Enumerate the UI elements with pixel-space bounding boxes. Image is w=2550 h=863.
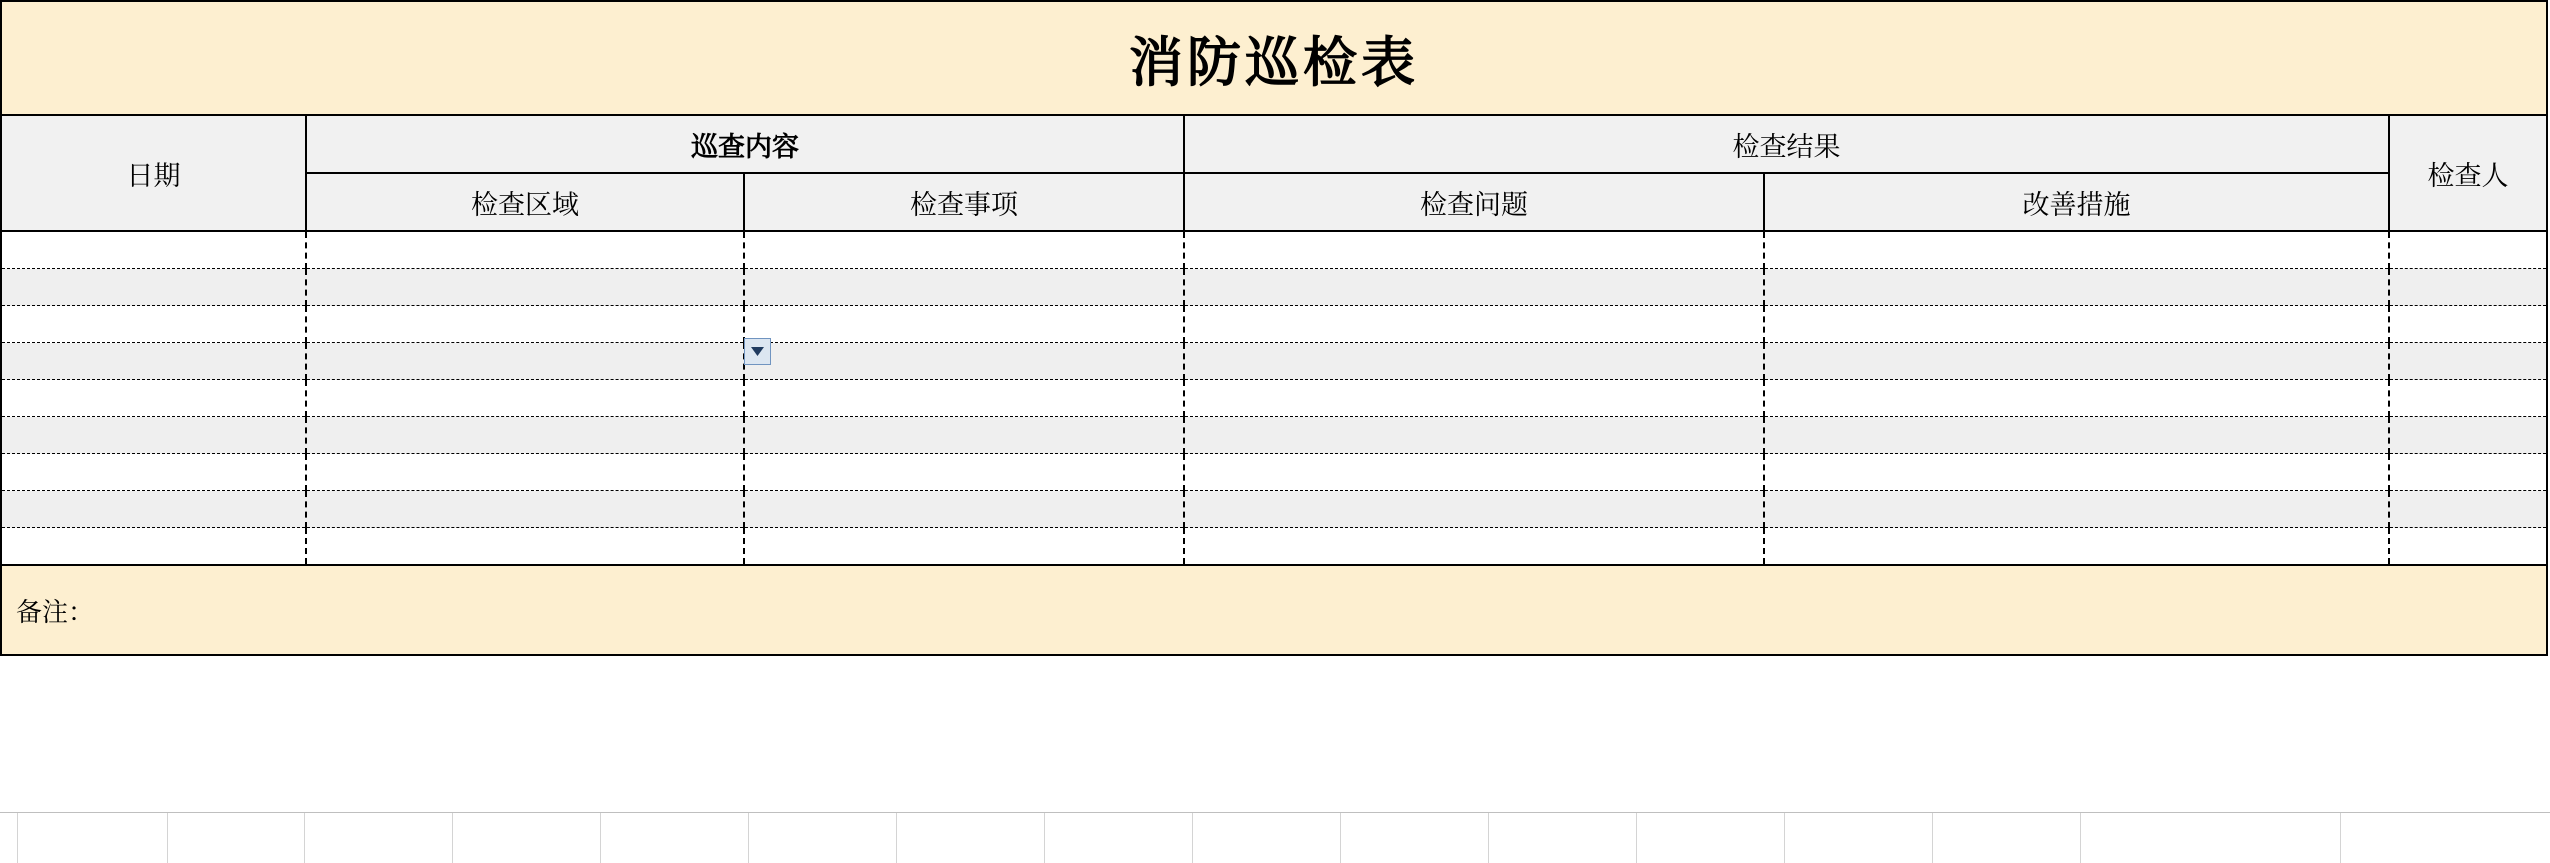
- strip-cell[interactable]: [749, 813, 897, 863]
- empty-cell-strip: [0, 812, 2550, 863]
- cell-measure[interactable]: [1764, 454, 2389, 491]
- table-row[interactable]: [1, 528, 2547, 566]
- cell-area[interactable]: [306, 306, 744, 343]
- header-inspection-problem: 检查问题: [1184, 173, 1764, 231]
- cell-inspector[interactable]: [2389, 491, 2547, 528]
- cell-date[interactable]: [1, 343, 306, 380]
- cell-measure[interactable]: [1764, 528, 2389, 566]
- strip-cell[interactable]: [601, 813, 749, 863]
- cell-date[interactable]: [1, 231, 306, 269]
- cell-measure[interactable]: [1764, 491, 2389, 528]
- cell-item[interactable]: [744, 528, 1184, 566]
- cell-measure[interactable]: [1764, 417, 2389, 454]
- header-inspection-content: 巡查内容: [306, 115, 1184, 173]
- table-row[interactable]: [1, 454, 2547, 491]
- cell-measure[interactable]: [1764, 269, 2389, 306]
- strip-cell[interactable]: [1341, 813, 1489, 863]
- strip-cell[interactable]: [305, 813, 453, 863]
- header-group-row: [1, 115, 2547, 173]
- strip-cell[interactable]: [18, 813, 168, 863]
- cell-date[interactable]: [1, 269, 306, 306]
- cell-item[interactable]: [744, 417, 1184, 454]
- cell-date[interactable]: [1, 380, 306, 417]
- cell-item[interactable]: [744, 269, 1184, 306]
- title-row: [1, 1, 2547, 115]
- cell-problem[interactable]: [1184, 343, 1764, 380]
- cell-inspector[interactable]: [2389, 231, 2547, 269]
- document-title-cell: [1, 1, 2547, 115]
- cell-item[interactable]: [744, 306, 1184, 343]
- strip-cell[interactable]: [1785, 813, 1933, 863]
- cell-area[interactable]: [306, 454, 744, 491]
- cell-inspector[interactable]: [2389, 306, 2547, 343]
- cell-inspector[interactable]: [2389, 528, 2547, 566]
- cell-problem[interactable]: [1184, 528, 1764, 566]
- cell-inspector[interactable]: [2389, 380, 2547, 417]
- strip-cell[interactable]: [1637, 813, 1785, 863]
- cell-item[interactable]: [744, 231, 1184, 269]
- remark-cell[interactable]: 备注：: [1, 565, 2547, 655]
- strip-cell[interactable]: [168, 813, 305, 863]
- cell-item[interactable]: [744, 491, 1184, 528]
- strip-cell[interactable]: [1489, 813, 1637, 863]
- cell-date[interactable]: [1, 454, 306, 491]
- table-row[interactable]: [1, 380, 2547, 417]
- cell-date[interactable]: [1, 306, 306, 343]
- cell-area[interactable]: [306, 417, 744, 454]
- header-inspection-area: 检查区域: [306, 173, 744, 231]
- cell-area[interactable]: [306, 528, 744, 566]
- strip-cell[interactable]: [897, 813, 1045, 863]
- cell-inspector[interactable]: [2389, 343, 2547, 380]
- document-title: 消防巡检表: [1129, 32, 1419, 93]
- cell-problem[interactable]: [1184, 380, 1764, 417]
- header-sub-row: [1, 173, 2547, 231]
- table-row[interactable]: [1, 417, 2547, 454]
- cell-problem[interactable]: [1184, 454, 1764, 491]
- cell-measure[interactable]: [1764, 343, 2389, 380]
- cell-area[interactable]: [306, 269, 744, 306]
- cell-inspector[interactable]: [2389, 269, 2547, 306]
- cell-measure[interactable]: [1764, 231, 2389, 269]
- cell-inspector[interactable]: [2389, 454, 2547, 491]
- strip-cell[interactable]: [1933, 813, 2081, 863]
- cell-date[interactable]: [1, 528, 306, 566]
- header-date: 日期: [1, 115, 306, 231]
- cell-problem[interactable]: [1184, 417, 1764, 454]
- remark-row[interactable]: [1, 565, 2547, 655]
- cell-problem[interactable]: [1184, 269, 1764, 306]
- cell-item-with-dropdown[interactable]: [744, 343, 1184, 380]
- cell-date[interactable]: [1, 417, 306, 454]
- cell-problem[interactable]: [1184, 306, 1764, 343]
- header-improvement-measure: 改善措施: [1764, 173, 2389, 231]
- table-row[interactable]: [1, 269, 2547, 306]
- cell-area[interactable]: [306, 380, 744, 417]
- strip-cell[interactable]: [1045, 813, 1193, 863]
- cell-area[interactable]: [306, 343, 744, 380]
- strip-cell[interactable]: [1193, 813, 1341, 863]
- cell-inspector[interactable]: [2389, 417, 2547, 454]
- table-row[interactable]: [1, 231, 2547, 269]
- strip-cell[interactable]: [0, 813, 18, 863]
- header-inspection-item: 检查事项: [744, 173, 1184, 231]
- strip-cell[interactable]: [453, 813, 601, 863]
- cell-problem[interactable]: [1184, 231, 1764, 269]
- table-row[interactable]: [1, 343, 2547, 380]
- cell-date[interactable]: [1, 491, 306, 528]
- cell-area[interactable]: [306, 491, 744, 528]
- cell-measure[interactable]: [1764, 380, 2389, 417]
- cell-content: [746, 344, 1182, 378]
- cell-area[interactable]: [306, 231, 744, 269]
- header-inspector: 检查人: [2389, 115, 2547, 231]
- table-row[interactable]: [1, 491, 2547, 528]
- cell-item[interactable]: [744, 454, 1184, 491]
- cell-measure[interactable]: [1764, 306, 2389, 343]
- cell-item[interactable]: [744, 380, 1184, 417]
- cell-problem[interactable]: [1184, 491, 1764, 528]
- strip-cell[interactable]: [2081, 813, 2341, 863]
- header-inspection-result: 检查结果: [1184, 115, 2389, 173]
- table-row[interactable]: [1, 306, 2547, 343]
- dropdown-arrow-icon[interactable]: [744, 338, 771, 365]
